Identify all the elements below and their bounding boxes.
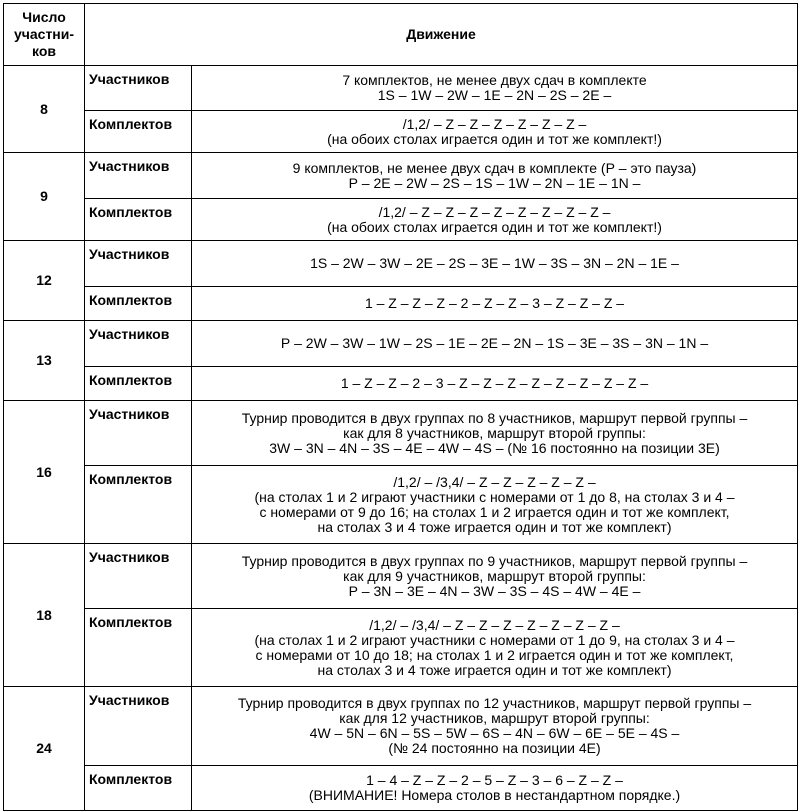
sets-row xyxy=(4,287,798,321)
players-label: Участников xyxy=(85,401,192,466)
sets-line: с номерами от 10 до 18; на столах 1 и 2 играется один и тот же комплект, xyxy=(255,646,734,663)
sets-label: Комплектов xyxy=(85,111,192,153)
route-line: как для 8 участников, маршрут второй группы: xyxy=(343,424,646,441)
route-line: 9 комплектов, не менее двух сдач в комплекте (Р – это пауза) xyxy=(292,159,697,176)
route-line: 4W – 5N – 6N – 5S – 5W – 6S – 4N – 6W – 6E – 5E – 4S – xyxy=(309,725,680,741)
route-line: Р – 2W – 3W – 1W – 2S – 1E – 2E – 2N – 1S – 3E – 3S – 3N – 1N – xyxy=(280,335,709,351)
sets-label: Комплектов xyxy=(85,766,192,811)
participant-count: 18 xyxy=(4,544,85,687)
route-line: 1S – 2W – 3W – 2E – 2S – 3E – 1W – 3S – 3N – 2N – 1E – xyxy=(310,255,679,271)
header-row xyxy=(4,4,798,66)
sets-line: 1 – Z – Z – 2 – 3 – Z – Z – Z – Z – Z – Z – Z – Z – xyxy=(340,375,649,391)
players-label: Участников xyxy=(85,544,192,609)
route-line: Р – 3N – 3E – 4N – 3W – 3S – 4S – 4W – 4E – xyxy=(348,582,641,599)
players-row xyxy=(4,401,798,466)
sets-line: 1 – Z – Z – Z – 2 – Z – Z – 3 – Z – Z – Z – xyxy=(364,295,625,311)
participant-count: 9 xyxy=(4,153,85,241)
participant-count: 24 xyxy=(4,687,85,811)
players-row xyxy=(4,241,798,287)
sets-line: /1,2/ – Z – Z – Z – Z – Z – Z – xyxy=(402,115,587,132)
movement-header: Движение xyxy=(85,4,798,66)
sets-line: (на обоих столах играется один и тот же комплект!) xyxy=(327,130,662,147)
route-line: 3W – 3N – 4N – 3S – 4E – 4W – 4S – (№ 16 постоянно на позиции 3E) xyxy=(269,439,720,456)
sets-line: (на столах 1 и 2 играют участники с номерами от 1 до 9, на столах 3 и 4 – xyxy=(254,631,735,648)
players-label: Участников xyxy=(85,687,192,766)
sets-route xyxy=(192,466,798,544)
route-line: 7 комплектов, не менее двух сдач в комплекте xyxy=(342,72,647,88)
sets-line: на столах 3 и 4 тоже играется один и тот же комплект) xyxy=(317,661,672,678)
sets-label: Комплектов xyxy=(85,367,192,401)
route-line: Турнир проводится в двух группах по 12 участников, маршрут первой группы – xyxy=(237,695,752,711)
players-route xyxy=(192,241,798,287)
route-line: 1S – 1W – 2W – 1E – 2N – 2S – 2E – xyxy=(377,87,612,103)
participant-count: 12 xyxy=(4,241,85,321)
sets-line: /1,2/ – /3,4/ – Z – Z – Z – Z – Z – Z – Z – xyxy=(369,616,620,633)
sets-route xyxy=(192,111,798,153)
sets-route xyxy=(192,609,798,687)
players-label: Участников xyxy=(85,241,192,287)
sets-route xyxy=(192,199,798,241)
participant-count: 8 xyxy=(4,66,85,153)
sets-row xyxy=(4,199,798,241)
players-label: Участников xyxy=(85,153,192,199)
sets-row xyxy=(4,766,798,811)
sets-label: Комплектов xyxy=(85,466,192,544)
players-row xyxy=(4,321,798,367)
sets-row xyxy=(4,367,798,401)
sets-line: (на обоих столах играется один и тот же комплект!) xyxy=(327,218,662,235)
players-row xyxy=(4,66,798,111)
players-row xyxy=(4,153,798,199)
players-route xyxy=(192,544,798,609)
players-label: Участников xyxy=(85,321,192,367)
players-label: Участников xyxy=(85,66,192,111)
players-route xyxy=(192,687,798,766)
sets-label: Комплектов xyxy=(85,199,192,241)
players-row xyxy=(4,687,798,766)
route-line: как для 9 участников, маршрут второй группы: xyxy=(343,567,646,584)
sets-route xyxy=(192,766,798,811)
movement-table xyxy=(3,3,798,811)
sets-line: /1,2/ – /3,4/ – Z – Z – Z – Z – Z – xyxy=(393,473,596,490)
players-route xyxy=(192,153,798,199)
sets-row xyxy=(4,466,798,544)
participant-count: 16 xyxy=(4,401,85,544)
sets-line: /1,2/ – Z – Z – Z – Z – Z – Z – Z – Z – xyxy=(378,203,611,220)
sets-route xyxy=(192,287,798,321)
sets-row xyxy=(4,609,798,687)
sets-row xyxy=(4,111,798,153)
players-route xyxy=(192,321,798,367)
sets-label: Комплектов xyxy=(85,609,192,687)
route-line: Турнир проводится в двух группах по 9 участников, маршрут первой группы – xyxy=(241,552,748,569)
players-route xyxy=(192,401,798,466)
sets-label: Комплектов xyxy=(85,287,192,321)
route-line: Турнир проводится в двух группах по 8 участников, маршрут первой группы – xyxy=(241,409,748,426)
participant-count: 13 xyxy=(4,321,85,401)
count-header: Число участни- ков xyxy=(4,4,85,66)
sets-route xyxy=(192,367,798,401)
sets-line: (на столах 1 и 2 играют участники с номерами от 1 до 8, на столах 3 и 4 – xyxy=(254,488,735,505)
sets-line: (ВНИМАНИЕ! Номера столов в нестандартном порядке.) xyxy=(308,787,681,803)
route-line: (№ 24 постоянно на позиции 4E) xyxy=(388,740,601,756)
route-line: как для 12 участников, маршрут второй группы: xyxy=(339,710,650,726)
players-route xyxy=(192,66,798,111)
sets-line: на столах 3 и 4 тоже играется один и тот же комплект) xyxy=(317,518,672,535)
players-row xyxy=(4,544,798,609)
sets-line: 1 – 4 – Z – Z – 2 – 5 – Z – 3 – 6 – Z – Z – xyxy=(366,772,623,788)
route-line: Р – 2E – 2W – 2S – 1S – 1W – 2N – 1E – 1N – xyxy=(348,174,641,191)
sets-line: с номерами от 9 до 16; на столах 1 и 2 играется один и тот же комплект, xyxy=(259,503,730,520)
